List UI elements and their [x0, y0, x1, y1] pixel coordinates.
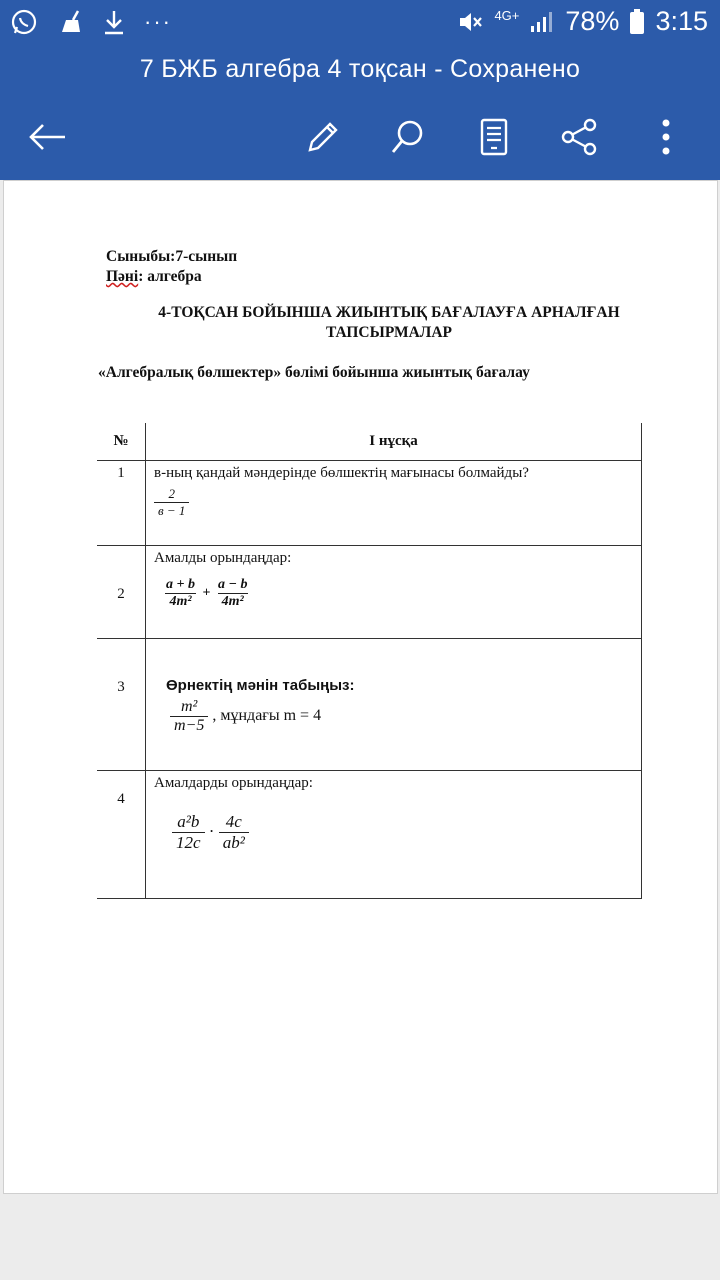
share-button[interactable]	[554, 112, 604, 162]
fraction: $\frac{a - b}{\text{4m²}}$	[217, 577, 248, 609]
row-number: 1	[97, 461, 146, 546]
task-text: в-ның қандай мәндерінде бөлшектің мағынасы болмайды?	[154, 465, 529, 481]
table-header-row	[97, 423, 642, 461]
heading-line-2: ТАПСЫРМАЛАР	[325, 324, 453, 341]
col-variant-header: І нұсқа	[146, 423, 642, 461]
task-text: Амалды орындаңдар:	[154, 550, 292, 566]
more-notifications-icon: ···	[144, 9, 172, 34]
row-number: 2	[97, 546, 146, 639]
download-icon	[102, 8, 126, 36]
search-button[interactable]	[383, 112, 433, 162]
class-line: Сыныбы:7-сынып	[106, 248, 238, 265]
more-options-button[interactable]	[641, 112, 691, 162]
whatsapp-icon	[10, 8, 38, 36]
document-page[interactable]	[3, 180, 718, 1194]
share-icon	[559, 117, 599, 157]
fraction: $\frac{\text{m²}}{m-5}$	[170, 698, 208, 735]
heading-line-1: 4-ТОҚСАН БОЙЫНША ЖИЫНТЫҚ БАҒАЛАУҒА АРНАЛҒАН	[158, 304, 620, 321]
tasks-table	[97, 423, 642, 899]
row-content	[146, 771, 642, 899]
pencil-icon	[302, 117, 342, 157]
row-number: 3	[97, 639, 146, 771]
table-row	[97, 546, 642, 639]
fraction: $\frac{4c}{\text{ab²}}$	[219, 812, 249, 853]
document-meta	[106, 247, 237, 287]
mute-icon	[456, 8, 484, 36]
col-num-header: №	[97, 423, 146, 461]
battery-icon	[629, 8, 645, 36]
subject-value: : алгебра	[138, 268, 202, 285]
operator: +	[202, 585, 211, 601]
cleaner-icon	[56, 8, 84, 36]
condition-text: , мұндағы m = 4	[212, 707, 322, 725]
operator: ·	[208, 821, 215, 841]
battery-percent: 78%	[565, 6, 620, 36]
task-text: Өрнектің мәнін табыңыз:	[166, 677, 355, 694]
document-subtitle: «Алгебралық бөлшектер» бөлімі бойынша жиынтық бағалау	[98, 364, 530, 381]
network-type: 4G+	[494, 8, 520, 23]
reading-view-icon	[478, 117, 510, 157]
signal-icon	[529, 10, 555, 34]
more-vertical-icon	[661, 117, 671, 157]
status-bar	[0, 0, 720, 50]
fraction: $\frac{\text{a²b}}{12c}$	[172, 812, 205, 853]
back-arrow-icon	[27, 122, 67, 152]
document-title: 7 БЖБ алгебра 4 тоқсан - Сохранено	[139, 55, 581, 83]
row-content	[146, 546, 642, 639]
row-number: 4	[97, 771, 146, 899]
edit-button[interactable]	[297, 112, 347, 162]
app-header	[0, 0, 720, 180]
back-button[interactable]	[22, 112, 72, 162]
task-text: Амалдарды орындаңдар:	[154, 775, 313, 791]
document-heading	[104, 303, 674, 343]
table-row	[97, 771, 642, 899]
table-row	[97, 461, 642, 546]
row-content	[146, 461, 642, 546]
clock: 3:15	[655, 6, 708, 36]
fraction: $\frac{2}{в - 1}$	[154, 486, 189, 519]
table-row	[97, 639, 642, 771]
mobile-view-button[interactable]	[469, 112, 519, 162]
subject-line	[106, 267, 237, 287]
toolbar	[0, 100, 720, 170]
search-icon	[388, 117, 428, 157]
subject-label: Пәні	[106, 268, 139, 285]
fraction: $\frac{a + b}{\text{4m²}}$	[166, 577, 195, 609]
row-content	[146, 639, 642, 771]
